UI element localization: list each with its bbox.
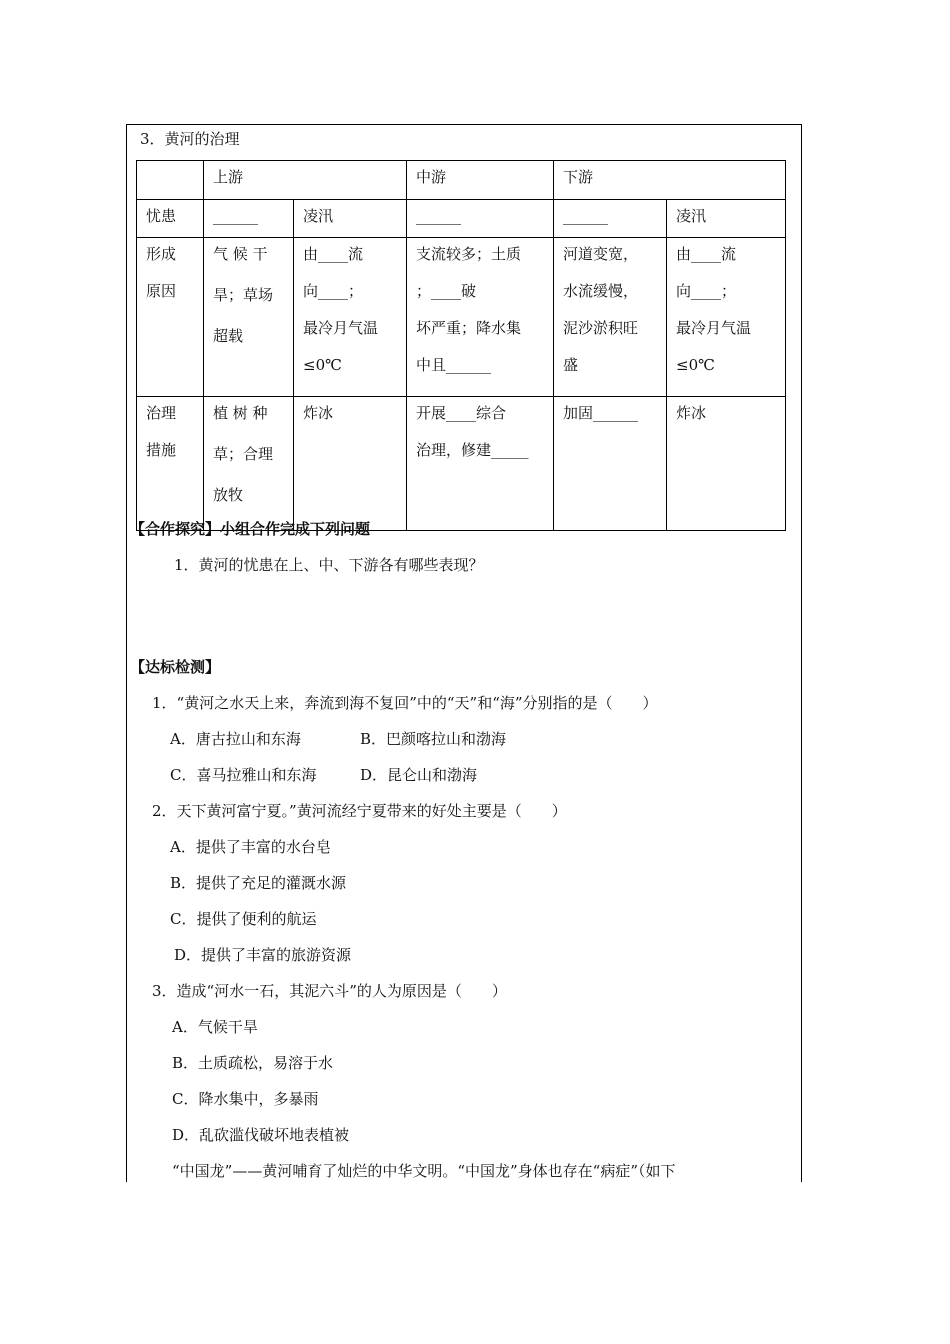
cell-line: 最冷月气温 — [303, 319, 379, 337]
header-row — [137, 161, 786, 200]
measure-upper-2 — [294, 397, 407, 531]
cell-line: 治理，修建_____ — [416, 441, 529, 459]
hazard-label: 忧患 — [137, 200, 204, 238]
question-3-option-a: A．气候干旱 — [172, 1018, 258, 1036]
question-2-option-a: A．提供了丰富的水台皂 — [170, 838, 331, 856]
hazard-lower-1: ______ — [554, 200, 667, 238]
cause-lower-2 — [667, 238, 786, 397]
measure-label-line: 治理 — [146, 404, 177, 422]
question-1-option-d: D．昆仑山和渤海 — [360, 766, 478, 784]
hazard-lower-2: 凌汛 — [667, 200, 786, 238]
cause-label — [137, 238, 204, 397]
question-1-option-a: A．唐古拉山和东海 — [170, 730, 301, 748]
cell-line: 泥沙淤积旺 — [563, 319, 639, 337]
measure-row — [137, 397, 786, 531]
cell-line: 气 候 干 — [213, 245, 268, 263]
cell-line: 炸冰 — [676, 404, 707, 422]
cause-row — [137, 238, 786, 397]
measure-label — [137, 397, 204, 531]
hazard-upper-2: 凌汛 — [294, 200, 407, 238]
question-2-stem: 2．天下黄河富宁夏。”黄河流经宁夏带来的好处主要是（ ） — [152, 802, 567, 820]
cell-line: 超载 — [213, 327, 244, 345]
cause-lower-1 — [554, 238, 667, 397]
cell-line: 开展____综合 — [416, 404, 507, 422]
cell-line: 放牧 — [213, 486, 244, 504]
cell-line: 支流较多；土质 — [416, 245, 522, 263]
coop-heading: 【合作探究】小组合作完成下列问题 — [130, 520, 371, 538]
cause-upper-2 — [294, 238, 407, 397]
cell-line: 炸冰 — [303, 404, 334, 422]
cell-line: ；____破 — [416, 282, 477, 300]
question-3-stem: 3．造成“河水一石，其泥六斗”的人为原因是（ ） — [152, 982, 507, 1000]
question-3-option-b: B．土质疏松，易溶于水 — [172, 1054, 334, 1072]
governance-table — [136, 160, 786, 531]
cell-line: 旱；草场 — [213, 286, 274, 304]
cell-line: 由____流 — [676, 245, 737, 263]
measure-lower-1 — [554, 397, 667, 531]
header-middle: 中游 — [407, 161, 554, 200]
hazard-upper-1: ______ — [204, 200, 294, 238]
measure-label-line: 措施 — [146, 441, 177, 459]
question-1-stem: 1．“黄河之水天上来，奔流到海不复回”中的“天”和“海”分别指的是（ ） — [152, 694, 658, 712]
question-3-option-c: C．降水集中，多暴雨 — [172, 1090, 319, 1108]
test-heading: 【达标检测】 — [130, 658, 221, 676]
measure-upper-1 — [204, 397, 294, 531]
cell-line: 水流缓慢， — [563, 282, 639, 300]
cause-label-line: 原因 — [146, 282, 177, 300]
cell-line: 盛 — [563, 356, 579, 374]
question-1-option-c: C．喜马拉雅山和东海 — [170, 766, 317, 784]
question-3-option-d: D．乱砍滥伐破坏地表植被 — [172, 1126, 350, 1144]
cause-label-line: 形成 — [146, 245, 177, 263]
header-blank — [137, 161, 204, 200]
hazard-row — [137, 200, 786, 238]
question-1-option-b: B．巴颜喀拉山和渤海 — [360, 730, 507, 748]
cell-line: 最冷月气温 — [676, 319, 752, 337]
cell-line: 向____； — [676, 282, 737, 300]
cell-line: ≤0℃ — [676, 356, 715, 374]
cell-line: 河道变宽， — [563, 245, 639, 263]
cell-line: 植 树 种 — [213, 404, 268, 422]
cause-middle — [407, 238, 554, 397]
section-title: 3．黄河的治理 — [140, 130, 240, 148]
cell-line: 加固______ — [563, 404, 639, 422]
question-2-option-c: C．提供了便利的航运 — [170, 910, 317, 928]
cell-line: 中且______ — [416, 356, 492, 374]
header-lower: 下游 — [554, 161, 786, 200]
trailing-paragraph: “中国龙”——黄河哺育了灿烂的中华文明。“中国龙”身体也存在“病症”（如下 — [172, 1162, 676, 1180]
cause-upper-1 — [204, 238, 294, 397]
cell-line: ≤0℃ — [303, 356, 342, 374]
cell-line: 向____； — [303, 282, 364, 300]
measure-middle — [407, 397, 554, 531]
hazard-middle: ______ — [407, 200, 554, 238]
question-2-option-b: B．提供了充足的灌溉水源 — [170, 874, 347, 892]
cell-line: 草；合理 — [213, 445, 274, 463]
question-2-option-d: D．提供了丰富的旅游资源 — [174, 946, 352, 964]
header-upper: 上游 — [204, 161, 407, 200]
cell-line: 坏严重；降水集 — [416, 319, 522, 337]
cell-line: 由____流 — [303, 245, 364, 263]
measure-lower-2 — [667, 397, 786, 531]
coop-question-1: 1．黄河的忧患在上、中、下游各有哪些表现？ — [174, 556, 484, 574]
